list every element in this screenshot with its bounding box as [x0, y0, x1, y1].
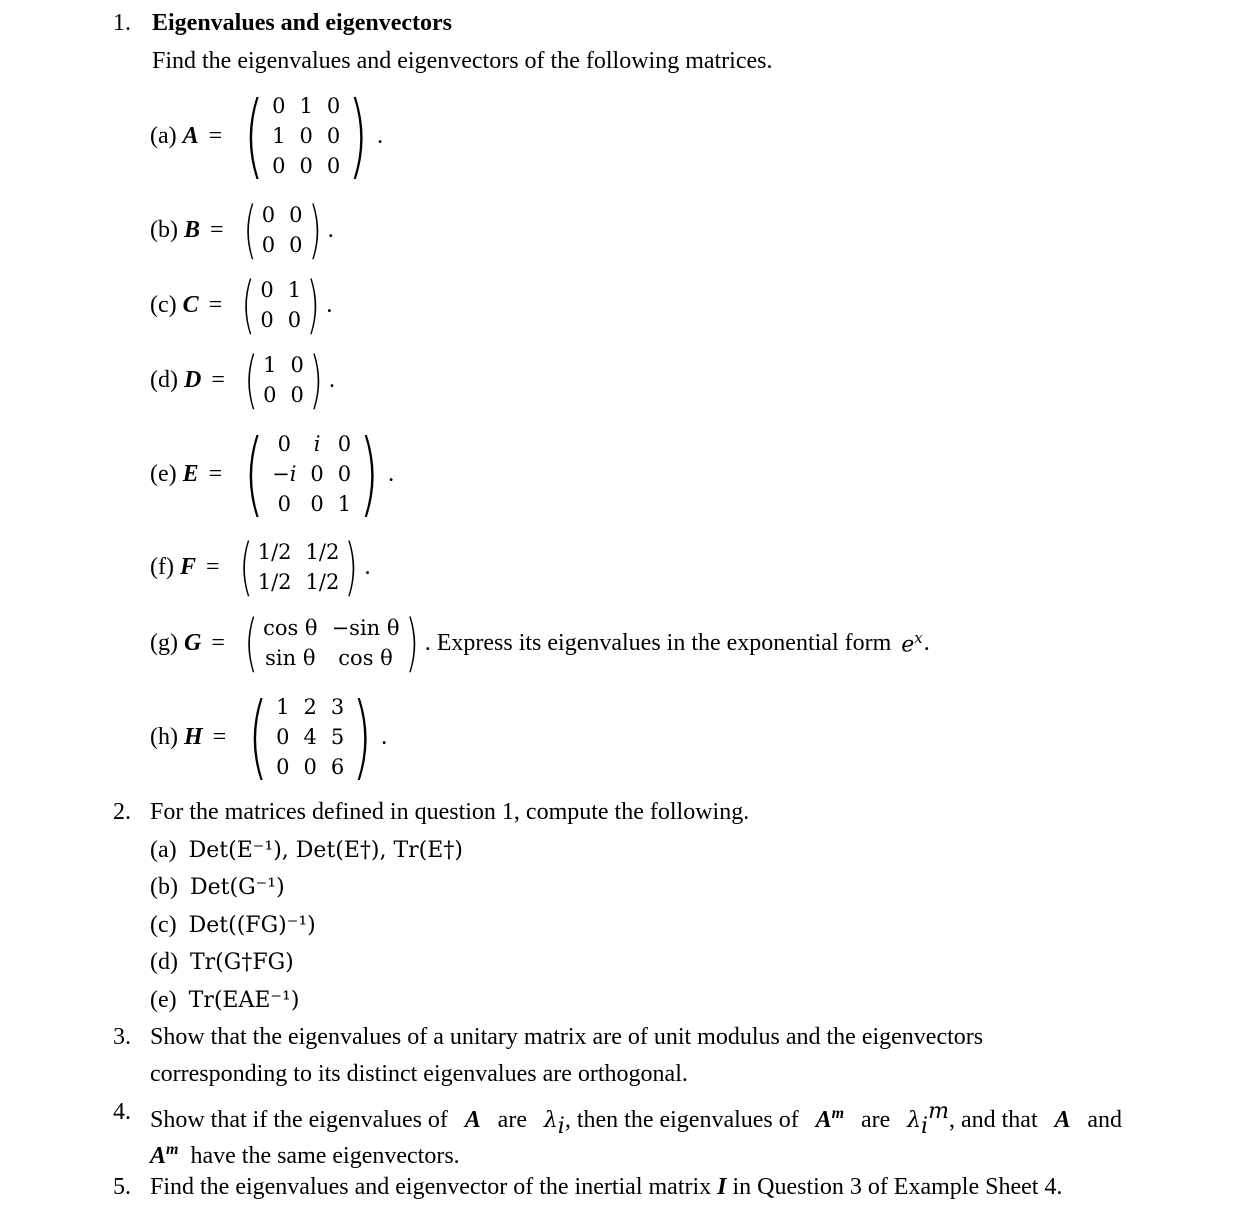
- left-paren: (: [244, 82, 265, 189]
- q2-item-label: (b): [150, 874, 178, 900]
- matrix-cell: 0: [310, 492, 324, 516]
- matrix-entries: [276, 693, 344, 781]
- matrix-cell: 1: [299, 94, 313, 118]
- q1-intro: Find the eigenvalues and eigenvectors of the following matrices.: [152, 48, 773, 74]
- matrix: [238, 193, 327, 266]
- matrix-equation-f: [150, 530, 371, 603]
- matrix: [236, 420, 387, 527]
- equals-sign: =: [208, 460, 223, 487]
- q4-symbol-am: $A^m$: [815, 1105, 845, 1133]
- matrix-cell: 1: [337, 492, 352, 516]
- equals-sign: =: [206, 553, 220, 580]
- matrix-cell: 0: [290, 353, 304, 377]
- right-paren: ): [309, 343, 323, 416]
- matrix-name: A: [182, 122, 199, 149]
- part-label: (f): [150, 553, 174, 580]
- matrix-cell: −sin θ: [331, 616, 400, 640]
- matrix-cell: i: [313, 432, 321, 456]
- matrix-entries: [263, 351, 304, 409]
- period: . Express its eigenvalues in the exponential form: [424, 629, 892, 656]
- matrix-name: E: [182, 460, 199, 487]
- part-label: (a): [150, 122, 177, 149]
- matrix-cell: 1: [272, 124, 286, 148]
- matrix-cell: 0: [310, 462, 324, 486]
- q2-item-expression: Tr(EAE⁻¹): [188, 988, 300, 1013]
- matrix-entries: [262, 201, 303, 259]
- period: .: [327, 216, 334, 243]
- q2-item: [150, 873, 285, 902]
- q3-number: 3.: [113, 1024, 131, 1050]
- matrix-name: C: [182, 291, 199, 318]
- q2-item-label: (e): [150, 987, 177, 1013]
- right-paren: ): [352, 683, 373, 790]
- matrix-cell: −i: [272, 462, 297, 486]
- period: .: [326, 291, 333, 318]
- matrix: [236, 82, 376, 189]
- q2-item-label: (a): [150, 837, 177, 863]
- matrix-name: B: [183, 216, 200, 243]
- equals-sign: =: [211, 366, 225, 393]
- q2-number: 2.: [113, 799, 131, 825]
- q2-item: [150, 836, 463, 865]
- matrix-cell: 0: [277, 432, 291, 456]
- part-label: (g): [150, 629, 178, 656]
- matrix-equation-e: [150, 420, 395, 527]
- matrix-cell: 4: [303, 725, 317, 749]
- matrix-cell: 0: [276, 725, 290, 749]
- equals-sign: =: [210, 216, 224, 243]
- left-paren: (: [238, 530, 253, 603]
- matrix-cell: 6: [330, 755, 345, 779]
- matrix-cell: cos θ: [263, 616, 318, 640]
- matrix: [239, 343, 328, 416]
- q1-title: Eigenvalues and eigenvectors: [152, 10, 452, 36]
- matrix-cell: 0: [337, 462, 352, 486]
- left-paren: (: [244, 343, 258, 416]
- q2-intro: For the matrices defined in question 1, compute the following.: [150, 799, 750, 825]
- period: .: [381, 723, 388, 750]
- matrix-equation-a: [150, 82, 384, 189]
- matrix-cell: 0: [261, 233, 276, 257]
- q4-lambda-im: $\lambda_i^m$, and that: [907, 1099, 1038, 1139]
- left-paren: (: [248, 683, 269, 790]
- right-paren: ): [307, 193, 322, 266]
- matrix-cell: 0: [326, 154, 341, 178]
- matrix-entries: [260, 276, 301, 334]
- right-paren: ): [306, 268, 320, 341]
- matrix-cell: 0: [261, 203, 276, 227]
- matrix-cell: 1: [263, 353, 277, 377]
- q2-item-expression: Tr(G†FG): [189, 950, 294, 975]
- left-paren: (: [241, 268, 255, 341]
- part-label: (h): [150, 723, 178, 750]
- matrix-name: D: [183, 366, 202, 393]
- q5-text: Find the eigenvalues and eigenvector of the inertial matrix I in Question 3 of Example Sheet 4.: [150, 1174, 1063, 1200]
- matrix-equation-c: [150, 268, 333, 341]
- matrix-cell: 0: [303, 755, 317, 779]
- matrix-equation-h: [150, 683, 388, 790]
- matrix: [236, 268, 325, 341]
- q1-number: 1.: [113, 10, 131, 36]
- matrix-cell: 0: [299, 124, 313, 148]
- matrix-equation-d: [150, 343, 336, 416]
- q3-line1: Show that the eigenvalues of a unitary matrix are of unit modulus and the eigenvectors: [150, 1024, 984, 1050]
- q4-symbol-a: A: [464, 1107, 481, 1133]
- period: .: [377, 122, 384, 149]
- q4-line2: $A^m$ have the same eigenvectors.: [150, 1141, 460, 1169]
- matrix-entries: [272, 92, 340, 180]
- q4-text-6: and: [1087, 1107, 1122, 1133]
- q4-line1: [150, 1098, 1122, 1141]
- matrix: [239, 606, 424, 679]
- matrix-cell: sin θ: [265, 646, 316, 670]
- q4-text-2: are: [497, 1107, 527, 1133]
- right-paren: ): [348, 82, 369, 189]
- matrix-cell: 0: [289, 203, 303, 227]
- q2-item: [150, 986, 299, 1015]
- matrix-cell: 3: [330, 695, 345, 719]
- matrix-cell: 0: [299, 154, 313, 178]
- matrix-cell: 0: [272, 94, 286, 118]
- matrix-cell: 1/2: [257, 540, 292, 564]
- equals-sign: =: [211, 629, 225, 656]
- matrix-cell: 1/2: [257, 570, 292, 594]
- matrix-cell: 0: [326, 124, 341, 148]
- matrix-cell: 0: [337, 432, 352, 456]
- matrix-cell: 0: [289, 233, 303, 257]
- matrix-cell: 1: [287, 278, 302, 302]
- matrix-name: F: [179, 553, 196, 580]
- part-label: (d): [150, 366, 178, 393]
- q4-text-4: are: [860, 1107, 891, 1133]
- matrix-entries: [272, 430, 351, 518]
- period: .: [329, 366, 336, 393]
- matrix-cell: 0: [263, 383, 277, 407]
- matrix-cell: 1/2: [305, 570, 340, 594]
- matrix-cell: 0: [272, 154, 286, 178]
- matrix-cell: 1/2: [305, 540, 340, 564]
- right-paren: ): [344, 530, 359, 603]
- equals-sign: =: [212, 723, 227, 750]
- equals-sign: =: [208, 291, 223, 318]
- matrix-equation-g: [150, 606, 930, 679]
- q4-symbol-a-2: A: [1054, 1107, 1071, 1133]
- q2-item-expression: Det(E⁻¹), Det(E†), Tr(E†): [188, 838, 463, 863]
- exponential-form: $e^x$: [901, 628, 923, 658]
- q2-item: [150, 948, 294, 977]
- period: .: [364, 553, 371, 580]
- matrix-cell: 0: [260, 308, 274, 332]
- left-paren: (: [242, 193, 257, 266]
- q2-item-label: (c): [150, 912, 177, 938]
- matrix-cell: cos θ: [338, 646, 393, 670]
- q4-lambda-i: $\lambda_i$, then the eigenvalues of: [543, 1107, 799, 1139]
- q3-line2: corresponding to its distinct eigenvalues are orthogonal.: [150, 1061, 688, 1087]
- matrix-name: H: [183, 723, 203, 750]
- matrix-entries: [258, 538, 340, 596]
- part-label: (c): [150, 291, 177, 318]
- q5-number: 5.: [113, 1174, 131, 1200]
- right-paren: ): [359, 420, 379, 527]
- matrix-name: G: [183, 629, 202, 656]
- matrix-cell: 2: [303, 695, 317, 719]
- q2-item-expression: Det((FG)⁻¹): [188, 913, 316, 938]
- part-label: (e): [150, 460, 177, 487]
- part-label: (b): [150, 216, 178, 243]
- matrix: [240, 683, 380, 790]
- q4-text-1: Show that if the eigenvalues of: [150, 1107, 448, 1133]
- left-paren: (: [244, 606, 258, 679]
- matrix-cell: 0: [290, 383, 304, 407]
- matrix-cell: 0: [326, 94, 341, 118]
- q2-item-expression: Det(G⁻¹): [189, 875, 285, 900]
- left-paren: (: [244, 420, 265, 527]
- right-paren: ): [404, 606, 419, 679]
- matrix-cell: 0: [277, 492, 291, 516]
- q2-item: [150, 911, 316, 940]
- matrix-cell: 5: [330, 725, 345, 749]
- matrix-cell: 1: [276, 695, 290, 719]
- period: .: [388, 460, 395, 487]
- q4-number: 4.: [113, 1099, 131, 1125]
- matrix-cell: 0: [276, 755, 290, 779]
- matrix-cell: 0: [260, 278, 274, 302]
- q2-item-label: (d): [150, 949, 178, 975]
- period: .: [923, 629, 930, 656]
- matrix-equation-b: [150, 193, 334, 266]
- matrix-cell: 0: [287, 308, 302, 332]
- matrix-entries: [263, 614, 399, 672]
- matrix: [234, 530, 364, 603]
- equals-sign: =: [208, 122, 223, 149]
